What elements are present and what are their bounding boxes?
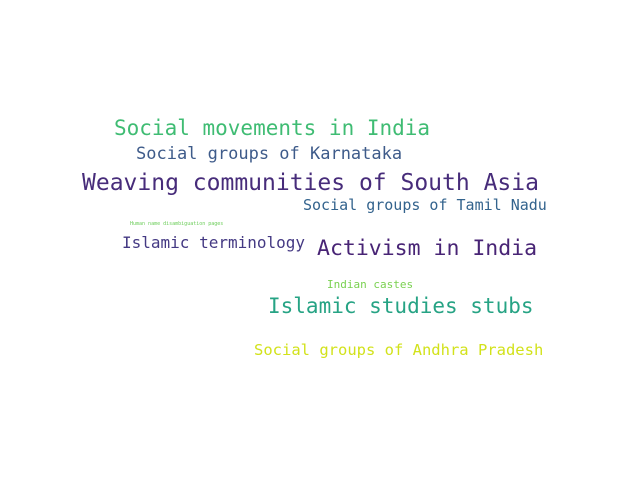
word-islamic-terminology: Islamic terminology <box>122 233 306 252</box>
word-social-movements-in-india: Social movements in India <box>114 116 431 140</box>
word-human-name-disambiguation: Human name disambiguation pages <box>130 221 224 227</box>
word-social-groups-andhra-pradesh: Social groups of Andhra Pradesh <box>254 341 544 359</box>
word-indian-castes: Indian castes <box>327 278 414 291</box>
word-weaving-communities-south-asia: Weaving communities of South Asia <box>82 170 539 196</box>
word-social-groups-of-karnataka: Social groups of Karnataka <box>136 144 403 164</box>
word-social-groups-of-tamil-nadu: Social groups of Tamil Nadu <box>303 196 547 214</box>
word-islamic-studies-stubs: Islamic studies stubs <box>268 294 534 318</box>
word-activism-in-india: Activism in India <box>317 236 538 261</box>
